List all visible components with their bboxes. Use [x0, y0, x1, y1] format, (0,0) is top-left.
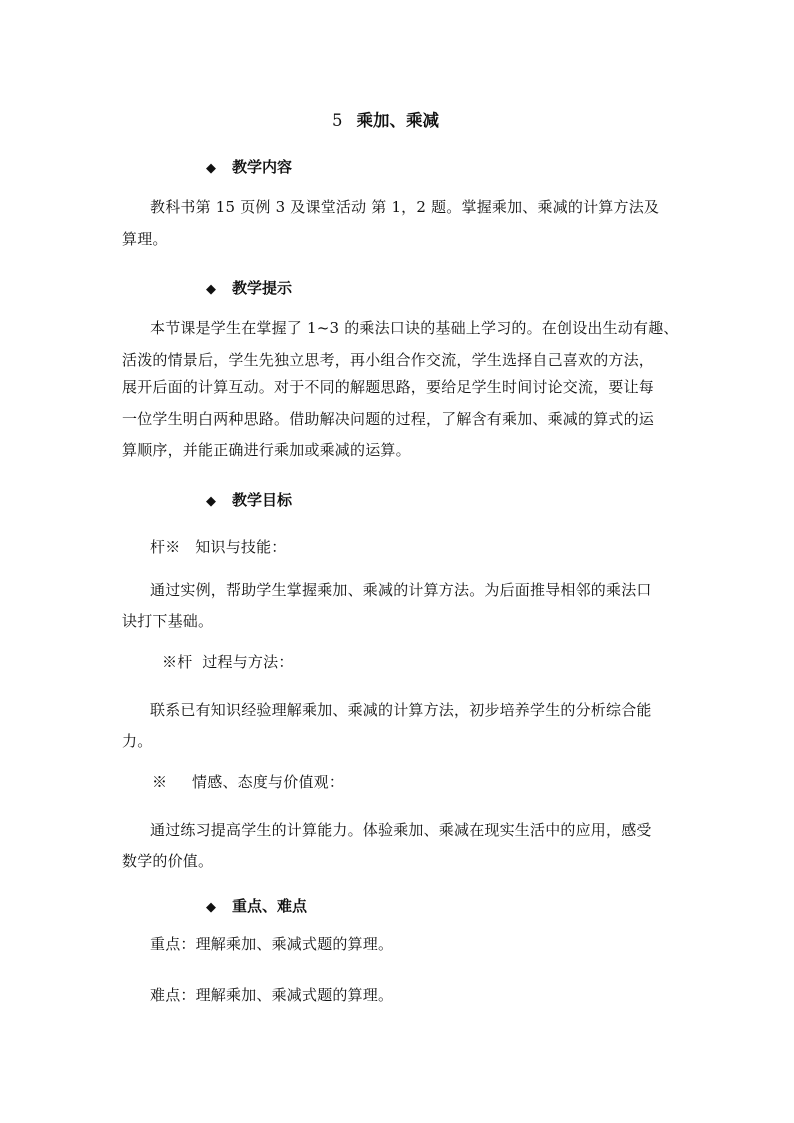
section-heading-text: 教学内容 — [232, 158, 293, 176]
paragraph-line: 算顺序，并能正确进行乘加或乘减的运算。 — [122, 441, 411, 459]
paragraph-line: 算理。 — [122, 230, 168, 248]
section-heading-teaching-goals — [206, 490, 292, 512]
paragraph-line: 活泼的情景后，学生先独立思考，再小组合作交流，学生选择自己喜欢的方法， — [122, 351, 655, 369]
diamond-bullet-icon: ◆ — [206, 900, 216, 915]
section-heading-text: 教学提示 — [232, 279, 293, 297]
section-heading-text: 重点、难点 — [232, 897, 308, 915]
paragraph-line: 通过实例，帮助学生掌握乘加、乘减的计算方法。为后面推导相邻的乘法口 — [150, 581, 652, 599]
paragraph-line: 教科书第 15 页例 3 及课堂活动 第 1，2 题。掌握乘加、乘减的计算方法及 — [150, 198, 660, 216]
paragraph-line: 一位学生明白两种思路。借助解决问题的过程，了解含有乘加、乘减的算式的运 — [122, 410, 655, 428]
goal-label-process: ※杆 过程与方法： — [162, 653, 294, 671]
paragraph-line: 数学的价值。 — [122, 852, 214, 870]
title-number: 5 — [332, 111, 343, 130]
paragraph-line: 通过练习提高学生的计算能力。体验乘加、乘减在现实生活中的应用，感受 — [150, 821, 652, 839]
page-title — [332, 107, 439, 131]
section-heading-teaching-content — [206, 157, 292, 179]
key-point-line: 重点：理解乘加、乘减式题的算理。 — [150, 935, 394, 953]
paragraph-line: 诀打下基础。 — [122, 612, 214, 630]
section-heading-key-points — [206, 896, 307, 918]
paragraph-line: 展开后面的计算互动。对于不同的解题思路，要给足学生时间讨论交流，要让每 — [122, 378, 655, 396]
diamond-bullet-icon: ◆ — [206, 161, 216, 176]
paragraph-line: 本节课是学生在掌握了 1~3 的乘法口诀的基础上学习的。在创设出生动有趣、 — [150, 319, 679, 337]
section-heading-teaching-tips — [206, 278, 292, 300]
title-text: 乘加、乘减 — [356, 111, 439, 130]
diamond-bullet-icon: ◆ — [206, 494, 216, 509]
goal-label-attitude: ※ 情感、态度与价值观： — [152, 773, 345, 791]
paragraph-line: 联系已有知识经验理解乘加、乘减的计算方法，初步培养学生的分析综合能 — [150, 701, 652, 719]
goal-label-knowledge: 杆※ 知识与技能： — [150, 538, 287, 556]
section-heading-text: 教学目标 — [232, 491, 293, 509]
diamond-bullet-icon: ◆ — [206, 282, 216, 297]
paragraph-line: 力。 — [122, 732, 153, 750]
difficulty-line: 难点：理解乘加、乘减式题的算理。 — [150, 986, 394, 1004]
